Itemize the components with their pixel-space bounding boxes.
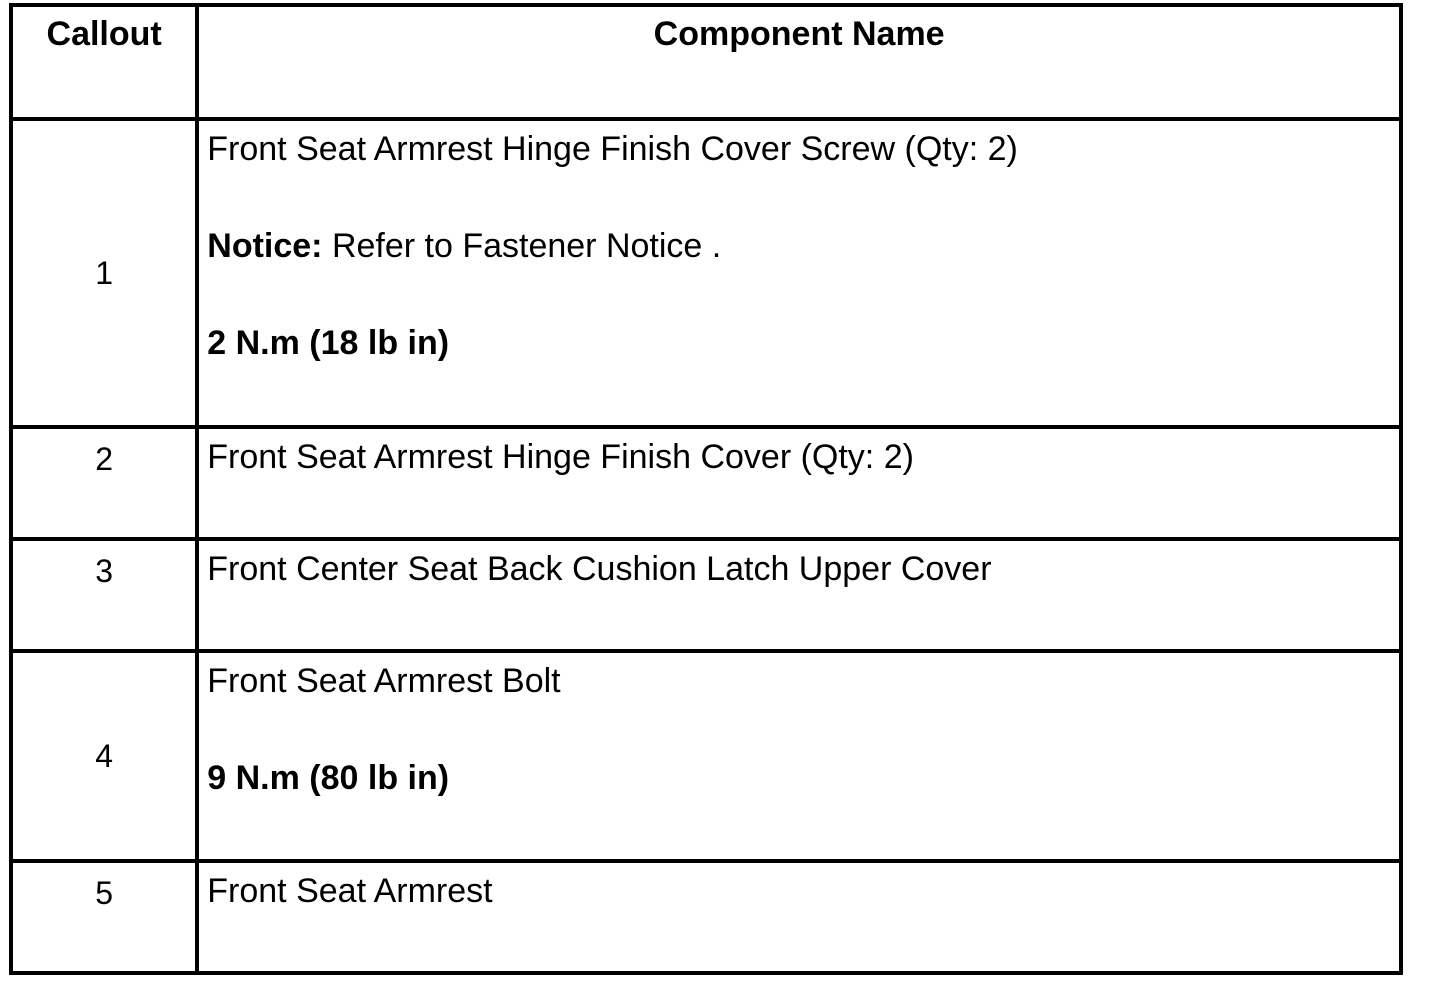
table-row [11, 427, 1401, 539]
component-cell [197, 651, 1401, 861]
component-cell [197, 427, 1401, 539]
callout-number: 3 [95, 553, 114, 589]
torque-spec: 9 N.m (80 lb in) [207, 759, 450, 797]
header-callout [11, 5, 197, 119]
callout-number: 2 [95, 441, 114, 477]
header-callout-label: Callout [46, 15, 162, 53]
torque-spec: 2 N.m (18 lb in) [207, 324, 450, 362]
callout-cell [11, 427, 197, 539]
callout-number: 5 [95, 875, 114, 911]
table-row [11, 861, 1401, 973]
component-cell [197, 119, 1401, 427]
callout-cell [11, 651, 197, 861]
callout-number: 4 [95, 737, 114, 774]
table-row [11, 539, 1401, 651]
header-component-name [197, 5, 1401, 119]
notice-text: Refer to Fastener Notice . [322, 227, 722, 265]
table-header-row [11, 5, 1401, 119]
callout-cell [11, 539, 197, 651]
callout-number: 1 [95, 254, 114, 291]
component-cell [197, 539, 1401, 651]
component-table [9, 3, 1403, 975]
component-cell [197, 861, 1401, 973]
callout-cell [11, 861, 197, 973]
component-name: Front Seat Armrest Hinge Finish Cover Screw (Qty: 2) [207, 130, 1018, 168]
component-name: Front Seat Armrest [207, 872, 493, 910]
notice-label: Notice: [207, 227, 323, 265]
callout-cell [11, 119, 197, 427]
header-component-name-label: Component Name [653, 15, 945, 53]
notice-line [207, 226, 1399, 266]
table-row [11, 651, 1401, 861]
table-row [11, 119, 1401, 427]
component-name: Front Center Seat Back Cushion Latch Upper Cover [207, 550, 992, 588]
component-name: Front Seat Armrest Bolt [207, 662, 561, 700]
component-name: Front Seat Armrest Hinge Finish Cover (Qty: 2) [207, 438, 914, 476]
